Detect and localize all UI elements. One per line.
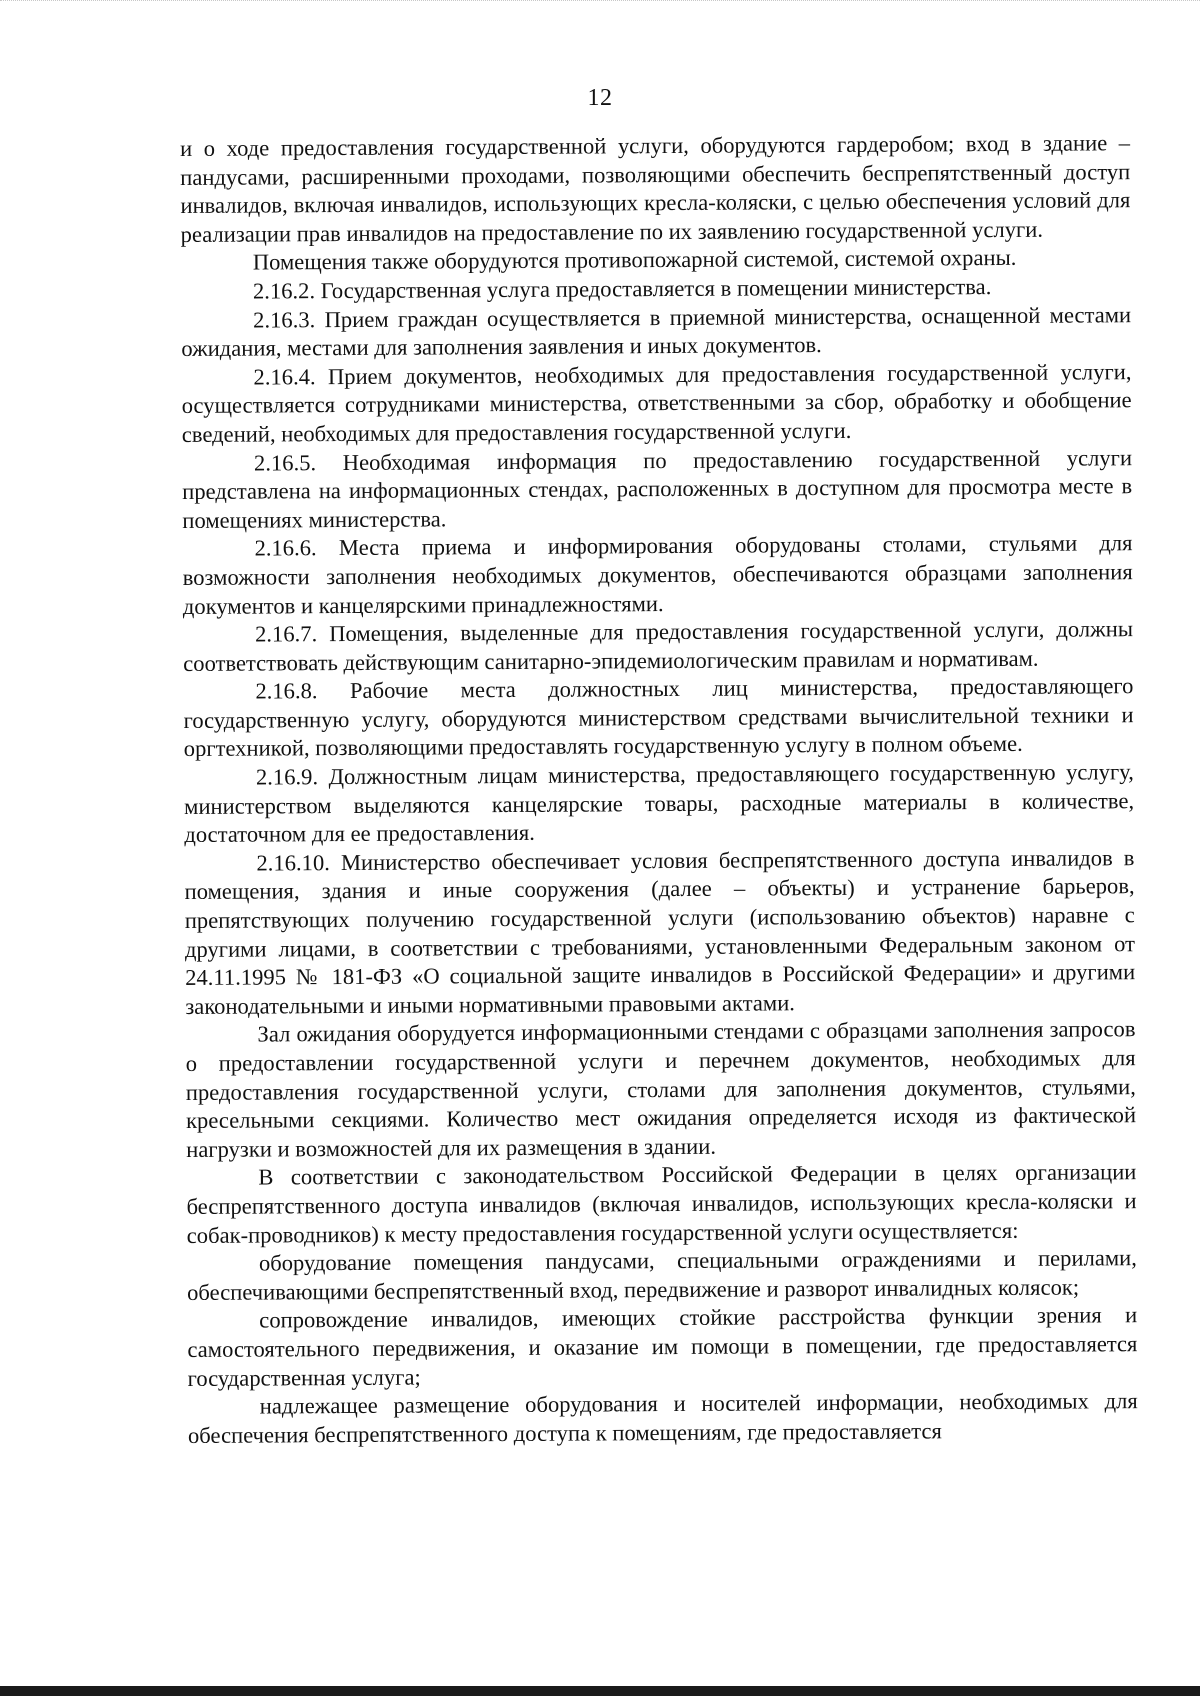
paragraph-2-16-4: 2.16.4. Прием документов, необходимых для предоставления государственной услуги, осуществляется сотрудниками министерства, ответственными за сбор, обработку и обобщение сведений, необходимых для предоставления государственной услуги. [181, 358, 1132, 447]
paragraph-waiting-hall: Зал ожидания оборудуется информационными стендами с образцами заполнения запросов о предоставлении государственной услуги и перечнем документов, необходимых для предоставления государственной услуги, столами для заполнения документов, стульями, кресельными секциями. Количество мест ожидания определяется исходя из фактической нагрузки и возможностей для их размещения в здании. [185, 1016, 1137, 1162]
paragraph-accessibility-intro: В соответствии с законодательством Российской Федерации в целях организации беспрепятственного доступа инвалидов (включая инвалидов, использующих кресла-коляски и собак-проводников) к месту предоставления государственной услуги осуществляется: [186, 1159, 1137, 1248]
document-body [180, 129, 1138, 1450]
paragraph-fire-security: Помещения также оборудуются противопожарной системой, системой охраны. [252, 245, 1017, 275]
list-item-equipment-placement: надлежащее размещение оборудования и носителей информации, необходимых для обеспечения беспрепятственного доступа к помещениям, где предоставляется [187, 1388, 1138, 1448]
page-number: 12 [587, 85, 613, 111]
scan-edge-bottom [0, 1686, 1200, 1696]
paragraph-2-16-10: 2.16.10. Министерство обеспечивает условия беспрепятственного доступа инвалидов в помещения, здания и иные сооружения (далее – объекты) и устранение барьеров, препятствующих получению государственной услуги (использованию объектов) наравне с другими лицами, в соответствии с требованиями, установленными Федеральным законом от 24.11.1995 № 181-ФЗ «О социальной защите инвалидов в Российской Федерации» и другими законодательными и иными нормативными правовыми актами. [184, 845, 1136, 1019]
paragraph-2-16-3: 2.16.3. Прием граждан осуществляется в приемной министерства, оснащенной местами ожидания, местами для заполнения заявления и иных документов. [181, 301, 1132, 362]
paragraph-2-16-6: 2.16.6. Места приема и информирования оборудованы столами, стульями для возможности заполнения необходимых документов, обеспечиваются образцами заполнения документов и канцелярскими принадлежностями. [182, 530, 1133, 619]
paragraph-continuation: и о ходе предоставления государственной услуги, оборудуются гардеробом; вход в здание – пандусами, расширенными проходами, позволяющими обеспечить беспрепятственный доступ инвалидов, включая инвалидов, использующих кресла-коляски, с целью обеспечения условий для реализации прав инвалидов на предоставление по их заявлению государственной услуги. [180, 130, 1131, 247]
paragraph-2-16-2: 2.16.2. Государственная услуга предоставляется в помещении министерства. [252, 274, 992, 304]
paragraph-2-16-7: 2.16.7. Помещения, выделенные для предоставления государственной услуги, должны соответствовать действующим санитарно-эпидемиологическим правилам и нормативам. [183, 616, 1134, 676]
paragraph-2-16-5: 2.16.5. Необходимая информация по предоставлению государственной услуги представлена на информационных стендах, расположенных в доступном для просмотра месте в помещениях министерства. [182, 444, 1133, 533]
list-item-ramps: оборудование помещения пандусами, специальными ограждениями и перилами, обеспечивающими беспрепятственный вход, передвижение и разворот инвалидных колясок; [186, 1245, 1137, 1305]
list-item-escort: сопровождение инвалидов, имеющих стойкие расстройства функции зрения и самостоятельного передвижения, и оказание им помощи в помещении, где предоставляется государственная услуга; [187, 1302, 1138, 1391]
paragraph-2-16-9: 2.16.9. Должностным лицам министерства, предоставляющего государственную услугу, министерством выделяются канцелярские товары, расходные материалы в количестве, достаточном для ее предоставления. [184, 759, 1135, 848]
paragraph-2-16-8: 2.16.8. Рабочие места должностных лиц министерства, предоставляющего государственную услугу, оборудуются министерством средствами вычислительной техники и оргтехникой, позволяющими предоставлять государственную услугу в полном объеме. [183, 673, 1134, 762]
scan-edge-top [0, 0, 1200, 5]
